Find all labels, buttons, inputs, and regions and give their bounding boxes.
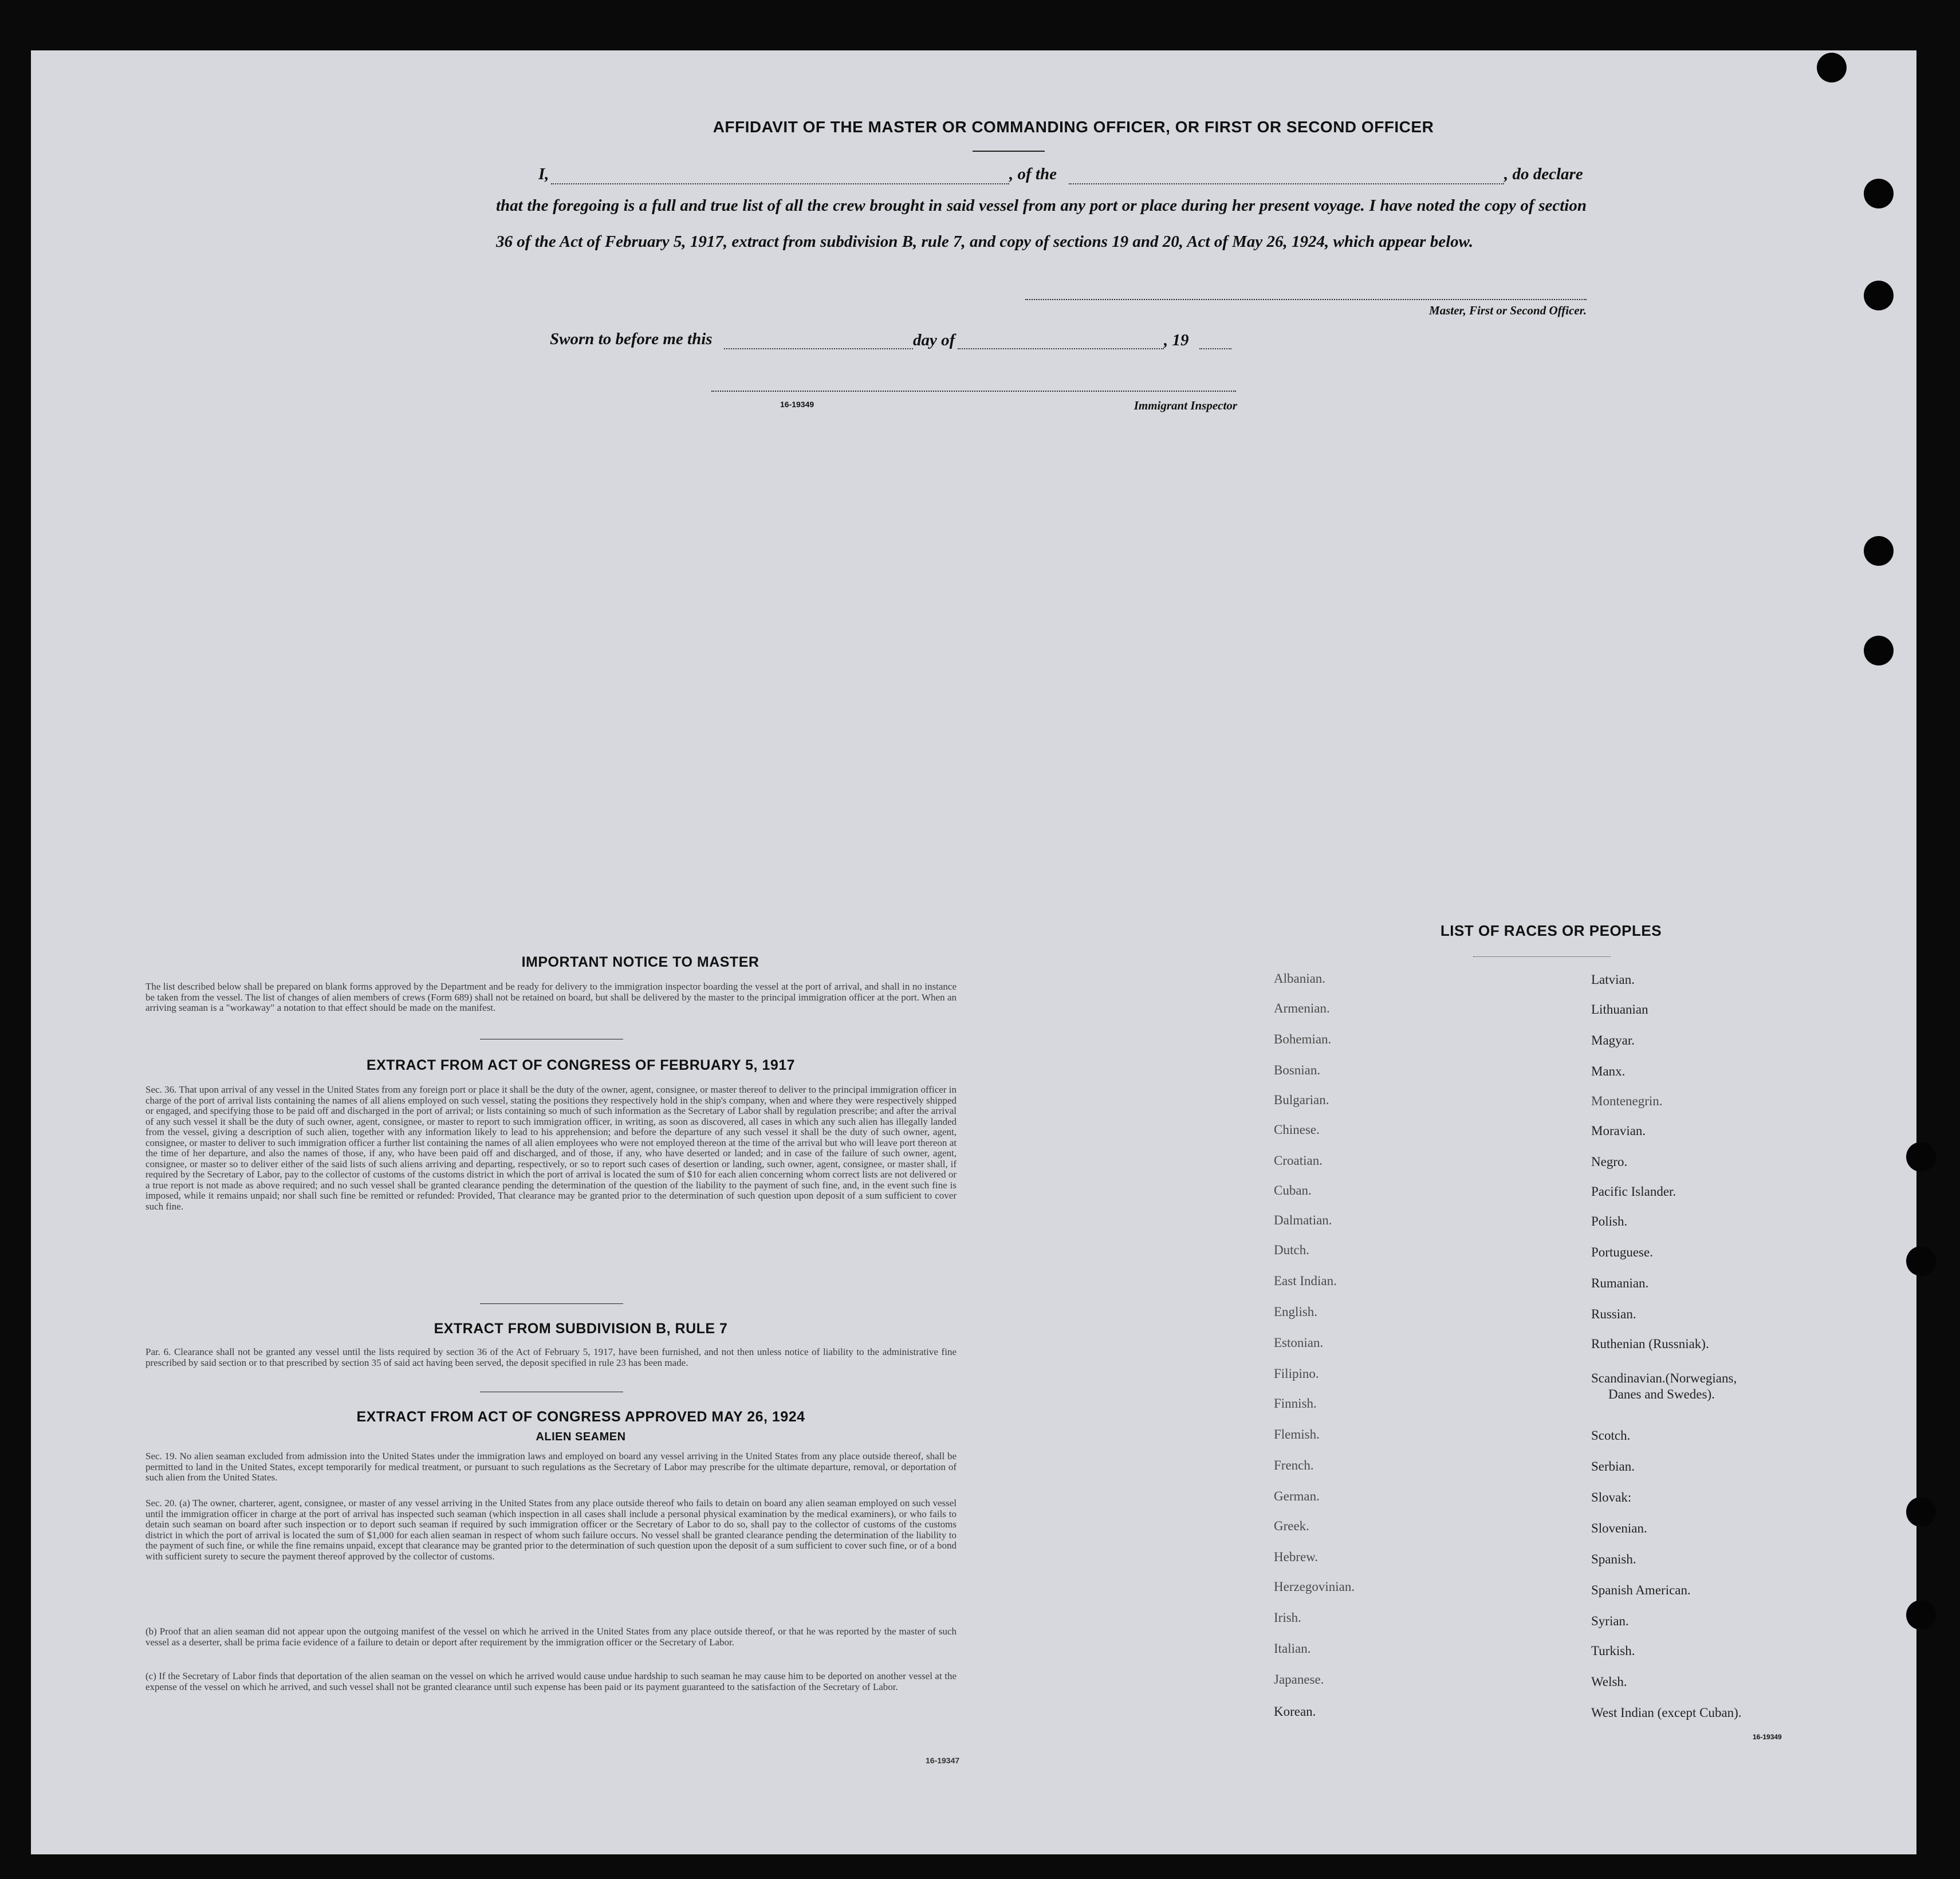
affidavit-line1-mid: , of the: [1009, 165, 1057, 183]
divider: [1473, 956, 1611, 957]
race-left: Flemish.: [1274, 1427, 1320, 1441]
affidavit-title: AFFIDAVIT OF THE MASTER OR COMMANDING OFFICER, OR FIRST OR SECOND OFFICER: [713, 118, 1434, 136]
race-left: Armenian.: [1274, 1001, 1330, 1015]
notice-text: The list described below shall be prepared on blank forms approved by the Department and be ready for delivery to the immigration inspector boarding the vessel at the port of arrival, and shall in no instance be taken from the vessel. The list of changes of alien members of crews (Form 689) shall not be retained on board, but shall be delivered by the master to the principal immigration officer at the port. When an arriving seaman is a "workaway" a notation to that effect should be made on the manifest.: [145, 981, 957, 1013]
sworn-day-blank: [724, 348, 913, 349]
notice-title: IMPORTANT NOTICE TO MASTER: [521, 954, 759, 970]
race-right: Rumanian.: [1591, 1276, 1649, 1290]
signature-line: [1025, 299, 1587, 300]
race-right: Spanish American.: [1591, 1583, 1691, 1597]
race-right: Syrian.: [1591, 1614, 1629, 1628]
sec20c-text: (c) If the Secretary of Labor finds that deportation of the alien seaman on the vessel on which he arrived would cause undue hardship to such seaman he may cause him to be deported on another vessel at the expense of the vessel on which he arrived, and such vessel shall not be granted clearance until such expense has been paid or its payment guaranteed to the satisfaction of the Secretary of Labor.: [145, 1671, 957, 1692]
race-left: Dalmatian.: [1274, 1213, 1332, 1227]
inspector-signature-line: [711, 391, 1236, 392]
race-right: Ruthenian (Russniak).: [1591, 1337, 1709, 1351]
sworn-year: , 19: [1164, 331, 1189, 349]
race-left: Dutch.: [1274, 1243, 1309, 1257]
race-left: Japanese.: [1274, 1672, 1324, 1687]
alien-seamen-title: ALIEN SEAMEN: [536, 1431, 626, 1443]
sworn-month-blank: [958, 348, 1164, 349]
inspector-caption: Immigrant Inspector: [1134, 399, 1237, 412]
extract-1924-title: EXTRACT FROM ACT OF CONGRESS APPROVED MAY 26, 1924: [356, 1409, 805, 1425]
race-left: Finnish.: [1274, 1396, 1317, 1411]
affidavit-line1-start: I,: [538, 165, 549, 183]
race-left: Herzegovinian.: [1274, 1579, 1355, 1594]
sec20a-text: Sec. 20. (a) The owner, charterer, agent, consignee, or master of any vessel arriving in the United States from any place outside thereof who fails to detain on board any alien seaman employed on such vessel until the immigration officer in charge at the port of arrival has inspected such seaman (which inspection in all cases shall include a personal physical examination by the medical examiners), or who fails to detain such seaman on board after such inspection or to deport such seaman if required by such immigration officer or the Secretary of Labor to do so, shall pay to the collector of customs of the customs district in which the port of arrival is located the sum of $1,000 for each alien seaman in respect of whom such failure occurs. No vessel shall be granted clearance pending the determination of the liability to the payment of such fine, or while the fine remains unpaid, except that clearance may be granted prior to the determination of such question upon the deposit of a sum sufficient to cover such fine, or of a bond with sufficient surety to secure the payment thereof approved by the collector of customs.: [145, 1498, 957, 1562]
sec20b-text: (b) Proof that an alien seaman did not appear upon the outgoing manifest of the vessel on which he arrived in the United States from any place outside thereof, or that he was reported by the master of such vessel as a deserter, shall be prima facie evidence of a failure to detain or deport after requirement by the immigration officer or the Secretary of Labor.: [145, 1626, 957, 1648]
sworn-year-blank: [1199, 348, 1231, 349]
divider: [973, 151, 1045, 152]
race-left: Bohemian.: [1274, 1032, 1332, 1046]
race-right: Slovak:: [1591, 1490, 1632, 1504]
race-left: Chinese.: [1274, 1122, 1320, 1137]
race-left: Italian.: [1274, 1641, 1311, 1656]
punch-hole: [1864, 179, 1894, 208]
punch-hole: [1906, 1246, 1936, 1276]
race-left: Albanian.: [1274, 971, 1326, 986]
extract-1917-text: Sec. 36. That upon arrival of any vessel in the United States from any foreign port or place it shall be the duty of the owner, agent, consignee, or master thereof to deliver to the principal immigration officer in charge of the port of arrival lists containing the names of all aliens employed on such vessel, stating the positions they respectively hold in the ship's company, when and where they were respectively shipped or engaged, and specifying those to be paid off and discharged in the port of arrival; or lists containing so much of such information as the Secretary of Labor shall by regulation prescribe; and after the arrival of any such vessel it shall be the duty of such owner, agent, consignee, or master to report to such immigration officer, in writing, as soon as discovered, all cases in which any such alien has illegally landed from the vessel, giving a description of such alien, together with any information likely to lead to his apprehension; and before the departure of any such vessel it shall be the duty of such owner, agent, consignee, or master to deliver to such immigration officer a further list containing the names of all alien employees who were not employed thereon at the time of the arrival but who will leave port thereon at the time of her departure, and also the names of those, if any, who have been paid off and discharged, and of those, if any, who have deserted or landed; and in case of the failure of such owner, agent, consignee, or master so to deliver either of the said lists of such aliens arriving and departing, respectively, or so to report such cases of desertion or landing, such owner, agent, consignee, or master shall, if required by the Secretary of Labor, pay to the collector of customs of the customs district in which the port of arrival is located the sum of $10 for each alien concerning whom correct lists are not delivered or a true report is not made as above required; and no such vessel shall be granted clearance pending the determination of the question of the liability to the payment of such fine, and, in the event such fine is imposed, while it remains unpaid; nor shall such fine be remitted or refunded: Provided, That clearance may be granted prior to the determination of such question upon deposit of a sum sufficient to cover such fine.: [145, 1084, 957, 1212]
extract-1917-title: EXTRACT FROM ACT OF CONGRESS OF FEBRUARY 5, 1917: [366, 1057, 796, 1073]
race-left: French.: [1274, 1458, 1314, 1472]
race-left: German.: [1274, 1489, 1320, 1503]
race-right: Polish.: [1591, 1214, 1628, 1228]
races-title: LIST OF RACES OR PEOPLES: [1440, 922, 1662, 939]
signature-caption: Master, First or Second Officer.: [1429, 304, 1587, 317]
race-right: Slovenian.: [1591, 1521, 1647, 1535]
race-right: Serbian.: [1591, 1459, 1635, 1474]
sec19-text: Sec. 19. No alien seaman excluded from admission into the United States under the immigration laws and employed on board any vessel arriving in the United States from any place outside thereof, shall be permitted to land in the United States, except temporarily for medical treatment, or pursuant to such regulations as the Secretary of Labor may prescribe for the ultimate departure, removal, or deportation of such alien from the United States.: [145, 1451, 957, 1483]
race-right: Moravian.: [1591, 1124, 1646, 1138]
race-right: Pacific Islander.: [1591, 1184, 1676, 1199]
race-left: Irish.: [1274, 1610, 1301, 1625]
race-right: Portuguese.: [1591, 1245, 1653, 1259]
race-left: Croatian.: [1274, 1153, 1323, 1168]
race-right: Russian.: [1591, 1307, 1636, 1321]
punch-hole: [1906, 1600, 1936, 1630]
form-number: 16-19349: [1753, 1733, 1782, 1741]
name-blank: [551, 183, 1009, 184]
race-right: Lithuanian: [1591, 1002, 1648, 1017]
sworn-day: day of: [913, 331, 955, 349]
race-right: Scotch.: [1591, 1428, 1631, 1443]
race-right: Manx.: [1591, 1064, 1626, 1078]
vessel-blank: [1069, 183, 1504, 184]
document-page: [31, 50, 1916, 1854]
form-number: 16-19347: [926, 1756, 960, 1765]
race-right: West Indian (except Cuban).: [1591, 1705, 1742, 1720]
rule7-title: EXTRACT FROM SUBDIVISION B, RULE 7: [434, 1321, 728, 1337]
punch-hole: [1864, 636, 1894, 665]
punch-hole: [1906, 1142, 1936, 1172]
race-right: Montenegrin.: [1591, 1094, 1663, 1108]
race-left: Bosnian.: [1274, 1063, 1321, 1077]
race-right: Negro.: [1591, 1155, 1628, 1169]
race-right: Turkish.: [1591, 1644, 1635, 1658]
race-left: East Indian.: [1274, 1274, 1337, 1288]
race-left: English.: [1274, 1305, 1318, 1319]
rule7-text: Par. 6. Clearance shall not be granted any vessel until the lists required by section 36 of the Act of February 5, 1917, have been furnished, and not then unless notice of liability to the administrative fine prescribed by said section or to that prescribed by section 35 of said act having been served, the deposit specified in rule 23 has been made.: [145, 1346, 957, 1368]
race-left: Estonian.: [1274, 1336, 1324, 1350]
race-left: Filipino.: [1274, 1366, 1319, 1381]
race-right: Welsh.: [1591, 1675, 1627, 1689]
race-left: Cuban.: [1274, 1183, 1312, 1197]
race-left: Greek.: [1274, 1519, 1309, 1533]
punch-hole: [1817, 53, 1847, 82]
sworn-start: Sworn to before me this: [550, 330, 713, 348]
race-right: Latvian.: [1591, 972, 1635, 987]
race-right: Danes and Swedes).: [1608, 1387, 1715, 1401]
race-right: Scandinavian.(Norwegians,: [1591, 1371, 1737, 1385]
form-number: 16-19349: [780, 400, 814, 409]
race-left: Korean.: [1274, 1704, 1316, 1719]
race-left: Hebrew.: [1274, 1550, 1319, 1564]
race-left: Bulgarian.: [1274, 1093, 1329, 1107]
race-right: Spanish.: [1591, 1552, 1636, 1566]
race-right: Magyar.: [1591, 1033, 1635, 1047]
affidavit-body: that the foregoing is a full and true list of all the crew brought in said vessel from any port or place during her present voyage. I have noted the copy of section 36 of the Act of February 5, 1917, extract from subdivision B, rule 7, and copy of sections 19 and 20, Act of May 26, 1924, which appear below.: [496, 196, 1587, 251]
punch-hole: [1864, 536, 1894, 566]
punch-hole: [1906, 1497, 1936, 1527]
punch-hole: [1864, 281, 1894, 310]
divider: [480, 1303, 623, 1304]
affidavit-line1-end: , do declare: [1504, 165, 1583, 183]
